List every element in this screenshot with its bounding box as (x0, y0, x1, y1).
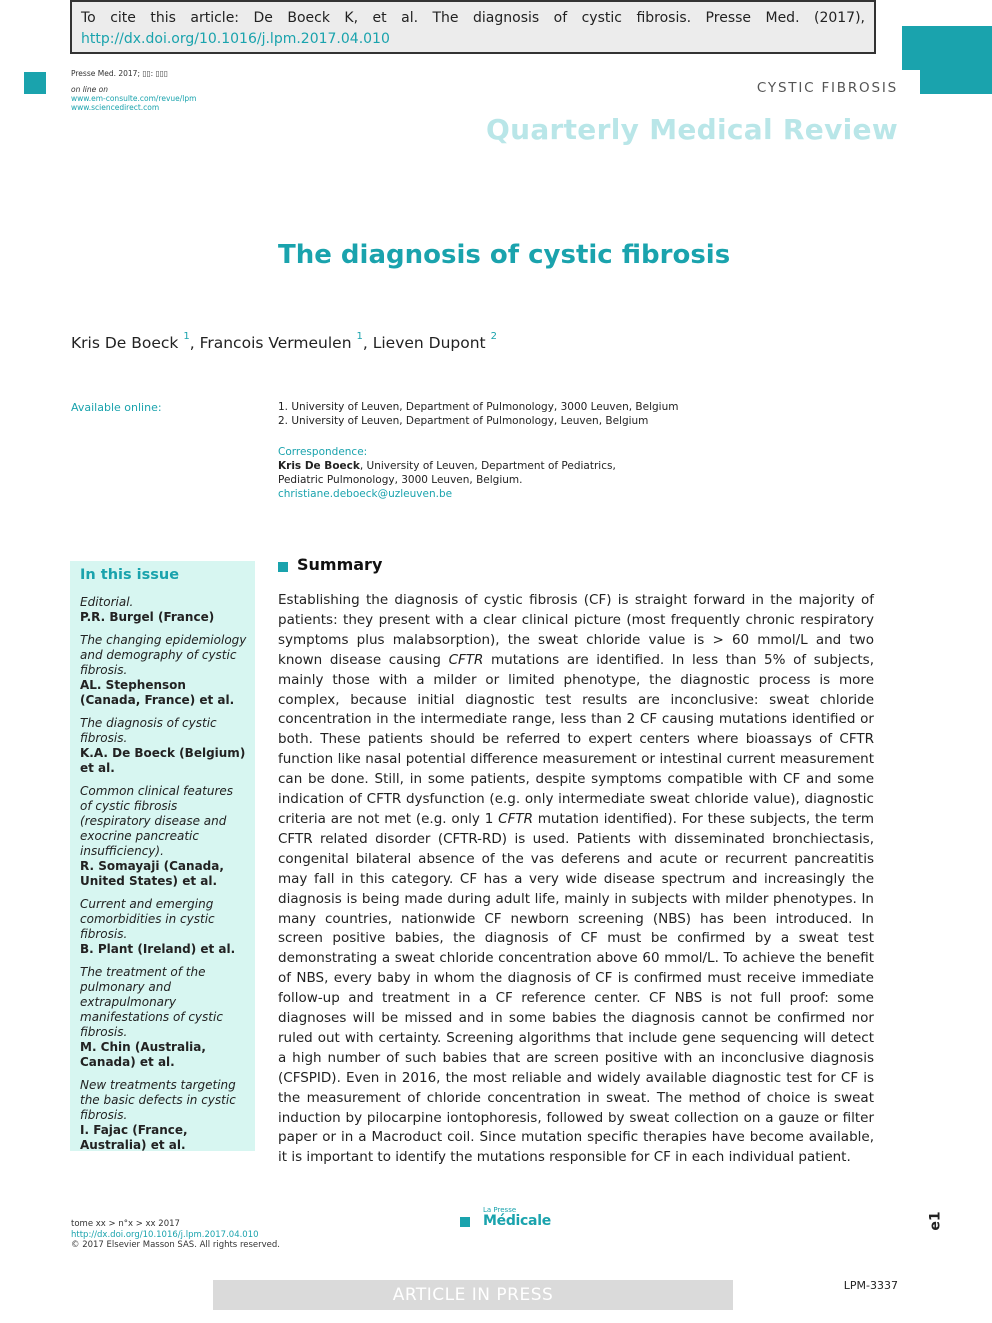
author-name: Francois Vermeulen (199, 334, 352, 352)
footer-doi-link[interactable]: http://dx.doi.org/10.1016/j.lpm.2017.04.010 (71, 1229, 259, 1240)
citation-box (70, 0, 876, 54)
summary-text-part: mutation identified). For these subjects, the term CFTR related disorder (CFTR-RD) is used. Patients with disseminated bronchiectasis, congenital bilateral absence of the vas deferens and acute or recurrent pancreatitis may fall in this category. CF has a very wide disease spectrum and increasingly the diagnosis is being made during adult life, mainly in subjects with milder phenotypes. In many countries, nationwide CF newborn screening (NBS) has been introduced. In screen positive babies, the diagnosis of CF must be confirmed by a sweat test demonstrating a sweat chloride concentration above 60 mmol/L. To achieve the benefit of NBS, every baby in whom the diagnosis of CF is confirmed must receive immediate follow-up and treatment in a CF reference center. CF NBS is not full proof: some diagnoses will be missed and in some babies the diagnosis cannot be confirmed nor ruled out with certainty. Screening algorithms that include gene sequencing will detect a high number of such babies that are screen positive with an inconclusive diagnosis (CFSPID). Even in 2016, the most reliable and widely available diagnostic test for CF is the measurement of chloride concentration in sweat. The method of choice is sweat induction by pilocarpine iontophoresis, followed by sweat collection on a gauze or filter paper or in a Macroduct coil. Since mutation specific therapies have become available, it is important to identify the mutations responsible for CF in each individual patient. (278, 810, 874, 1166)
issue-item (80, 897, 248, 957)
logo-square-icon (460, 1217, 470, 1227)
issue-item-authors: K.A. De Boeck (Belgium) et al. (80, 746, 246, 775)
logo-subtitle: La Presse (483, 1206, 517, 1214)
issue-item-authors: M. Chin (Australia, Canada) et al. (80, 1040, 206, 1069)
affiliations (278, 400, 678, 428)
correspondence (278, 445, 658, 501)
journal-citation-line: Presse Med. 2017; ▯▯: ▯▯▯ (71, 69, 168, 78)
author-affiliation-ref: 1 (356, 331, 363, 342)
sciencedirect-link[interactable]: www.sciencedirect.com (71, 103, 160, 112)
issue-item (80, 784, 248, 889)
citation-doi-link[interactable]: http://dx.doi.org/10.1016/j.lpm.2017.04.010 (81, 31, 390, 47)
available-online-label: Available online: (71, 401, 162, 414)
issue-item-topic: The diagnosis of cystic fibrosis. (80, 716, 217, 745)
correspondence-email-link[interactable]: christiane.deboeck@uzleuven.be (278, 488, 453, 500)
summary-text-part: Establishing the diagnosis of cystic fibrosis (CF) is straight forward in the majority of patients: they present with a clear clinical picture (most frequently chronic respiratory symptoms plus malabsorption), the sweat chloride value is > 60 mmol/L and two known disease causing (278, 592, 874, 668)
footer-volume: tome xx > n°x > xx 2017 (71, 1219, 180, 1229)
article-title: The diagnosis of cystic fibrosis (278, 240, 731, 270)
issue-item-authors: I. Fajac (France, Australia) et al. (80, 1123, 188, 1152)
issue-item-topic: New treatments targeting the basic defects in cystic fibrosis. (80, 1078, 236, 1122)
page-number: e1 (927, 1211, 944, 1231)
journal-info (71, 69, 196, 112)
online-on-label: on line on (71, 85, 108, 94)
review-type-title: Quarterly Medical Review (485, 113, 898, 146)
summary-text-part: mutations are identified. In less than 5% of subjects, mainly those with a milder or limited phenotype, the diagnostic process is more complex, because initial diagnostic test results are inconclusive: sweat chloride concentration in the intermediate range, less than 2 CF causing mutations identified or both. These patients should be referred to expert centers where bioassays of CFTR function like nasal potential difference measurement or intestinal current measurement can be done. Still, in some patients, despite symptoms compatible with CF and some indication of CFTR dysfunction (e.g. only intermediate sweat chloride value), diagnostic criteria are not met (e.g. only 1 (278, 651, 874, 827)
in-this-issue-heading: In this issue (80, 567, 180, 583)
issue-item-authors: P.R. Burgel (France) (80, 610, 215, 624)
footer-copyright: © 2017 Elsevier Masson SAS. All rights reserved. (71, 1240, 280, 1250)
gene-name: CFTR (498, 810, 533, 827)
em-consulte-link[interactable]: www.em-consulte.com/revue/lpm (71, 94, 197, 103)
issue-item (80, 965, 248, 1070)
issue-item-topic: Common clinical features of cystic fibrosis (respiratory disease and exocrine pancreatic insufficiency). (80, 784, 234, 858)
section-label: CYSTIC FIBROSIS (756, 80, 898, 96)
corner-accent-notch (902, 26, 920, 70)
issue-item (80, 716, 248, 776)
issue-item (80, 633, 248, 708)
in-this-issue-box (70, 561, 255, 1151)
issue-item-topic: The changing epidemiology and demography of cystic fibrosis. (80, 633, 247, 677)
affiliation-item: 1. University of Leuven, Department of Pulmonology, 3000 Leuven, Belgium (278, 401, 679, 413)
author-affiliation-ref: 1 (183, 331, 190, 342)
gene-name: CFTR (448, 651, 484, 668)
summary-paragraph (278, 591, 874, 1168)
issue-item-topic: Editorial. (80, 595, 134, 609)
issue-item-authors: R. Somayaji (Canada, United States) et al. (80, 859, 224, 888)
article-id: LPM-3337 (843, 1279, 898, 1292)
author-list: Kris De Boeck $^1$, Francois Vermeulen $^1$, Lieven Dupont $^2$ (71, 331, 497, 352)
footer-info (71, 1219, 280, 1251)
summary-bullet-icon (278, 562, 288, 572)
correspondence-name: Kris De Boeck (278, 460, 360, 472)
summary-heading: Summary (297, 555, 383, 574)
correspondence-label: Correspondence: (278, 446, 368, 458)
citation-text: To cite this article: De Boeck K, et al. The diagnosis of cystic fibrosis. Presse Med. (2017), (81, 10, 865, 26)
issue-item-topic: The treatment of the pulmonary and extrapulmonary manifestations of cystic fibrosis. (80, 965, 223, 1039)
issue-item-topic: Current and emerging comorbidities in cystic fibrosis. (80, 897, 215, 941)
logo-title: Médicale (483, 1213, 551, 1229)
journal-square-mark (24, 72, 46, 94)
corner-accent-block (920, 26, 992, 94)
issue-item-authors: AL. Stephenson (Canada, France) et al. (80, 678, 235, 707)
correspondence-address: , University of Leuven, Department of Pediatrics, Pediatric Pulmonology, 3000 Leuven, Belgium. (278, 460, 616, 486)
affiliation-item: 2. University of Leuven, Department of Pulmonology, Leuven, Belgium (278, 415, 649, 427)
author-name: Lieven Dupont (372, 334, 486, 352)
author-affiliation-ref: 2 (490, 331, 497, 342)
issue-item-authors: B. Plant (Ireland) et al. (80, 942, 236, 956)
issue-item (80, 1078, 248, 1153)
article-in-press-banner: ARTICLE IN PRESS (213, 1280, 733, 1310)
author-name: Kris De Boeck (71, 334, 179, 352)
issue-item (80, 595, 248, 625)
